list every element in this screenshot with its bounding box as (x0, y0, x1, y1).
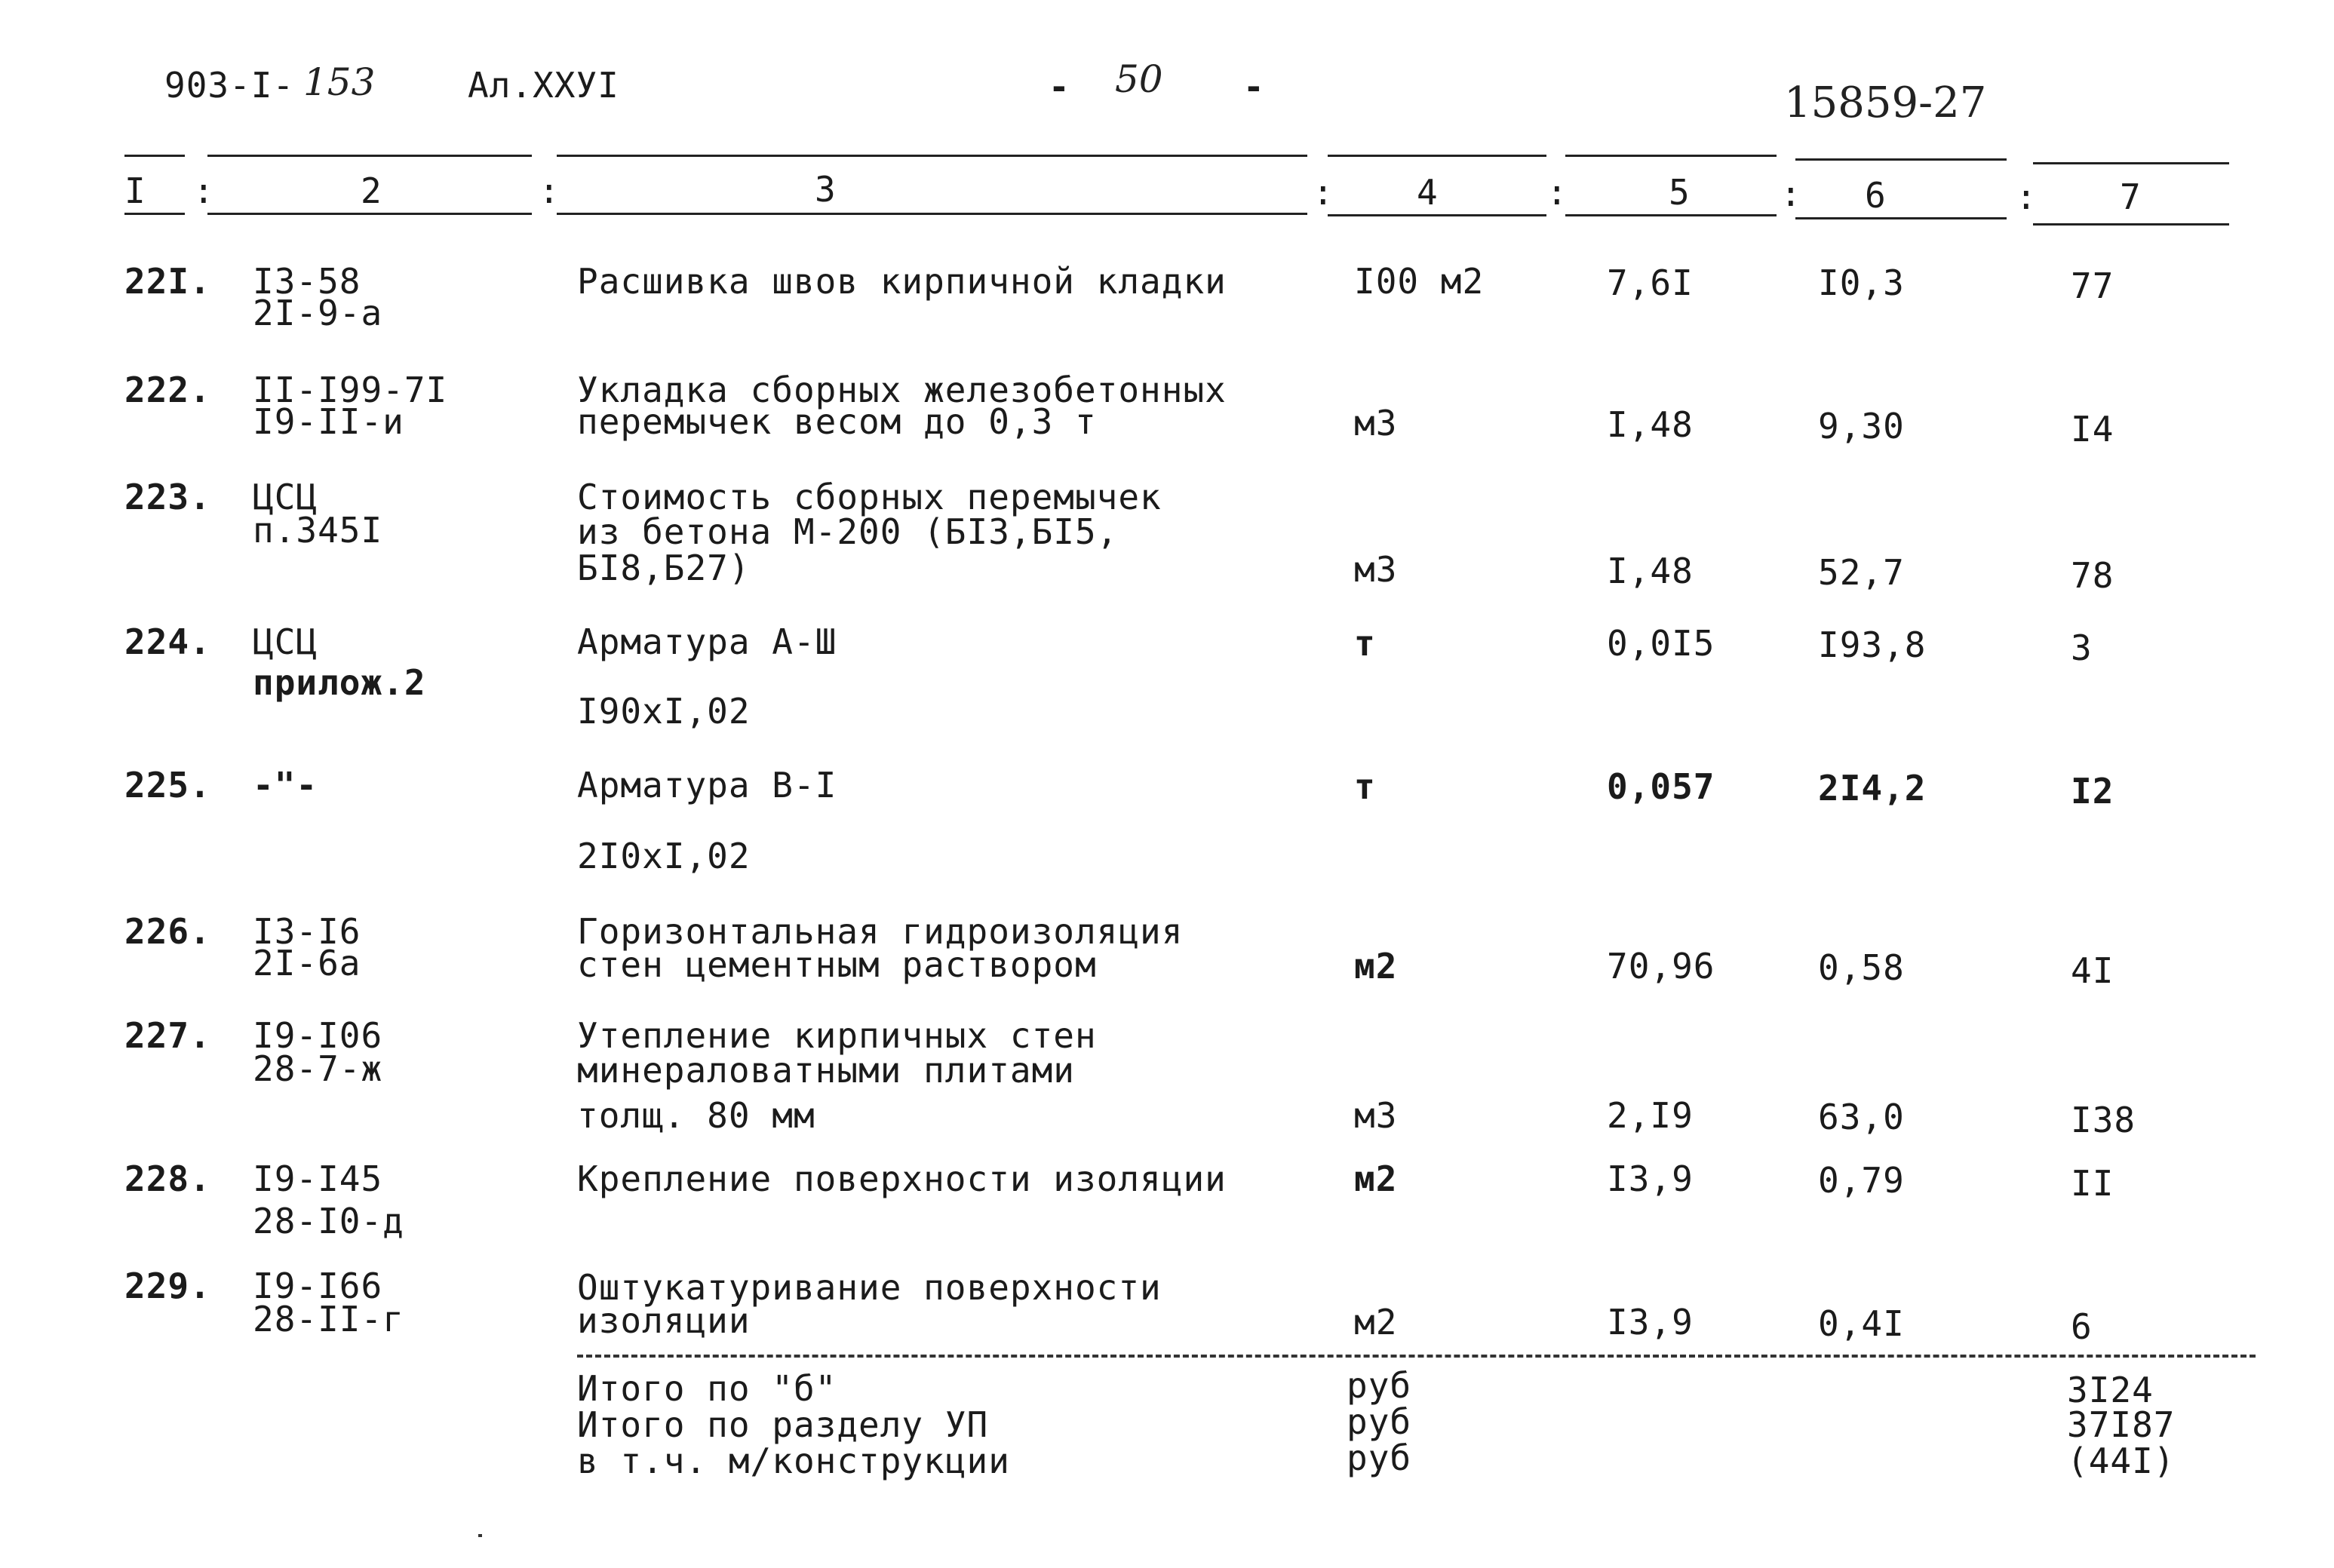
header-rule (557, 213, 1307, 215)
row-code-line: 2I-9-а (253, 293, 383, 333)
document-code: 903-I- (164, 65, 295, 106)
row-unit-price: I93,8 (1818, 624, 1927, 665)
row-total: I4 (2071, 409, 2114, 450)
total-value: 37I87 (2067, 1404, 2176, 1445)
row-number: 227. (124, 1015, 211, 1056)
header-rule (124, 155, 185, 157)
row-unit-price: 63,0 (1818, 1097, 1905, 1137)
row-number: 223. (124, 477, 211, 517)
row-description-line: Утепление кирпичных стен (577, 1015, 1097, 1056)
row-description-line: БI8,Б27) (577, 548, 751, 588)
row-description-line: стен цементным раствором (577, 944, 1097, 985)
row-unit-price: I0,3 (1818, 262, 1905, 303)
row-number: 228. (124, 1158, 211, 1199)
row-unit: м3 (1354, 403, 1398, 443)
row-code-line: ЦСЦ (253, 621, 318, 662)
total-unit: руб (1347, 1401, 1412, 1442)
column-header-4: 4 (1417, 172, 1438, 213)
row-number: 22I. (124, 261, 211, 302)
page-number: 50 (1115, 57, 1163, 101)
row-unit: м2 (1354, 1158, 1398, 1199)
row-unit-price: 0,4I (1818, 1303, 1905, 1344)
total-label: Итого по "б" (577, 1368, 837, 1409)
row-unit-price: 0,58 (1818, 947, 1905, 988)
row-total: 78 (2071, 555, 2114, 596)
column-header-7: 7 (2120, 176, 2141, 217)
header-rule (207, 155, 532, 157)
row-code-line: I9-I45 (253, 1158, 383, 1199)
row-description-line: из бетона М-200 (БI3,БI5, (577, 511, 1119, 552)
row-code-line: 28-I0-д (253, 1201, 404, 1241)
row-number: 226. (124, 911, 211, 952)
row-number: 225. (124, 765, 211, 805)
row-description-line: Крепление поверхности изоляции (577, 1158, 1227, 1199)
header-rule (1565, 214, 1777, 216)
row-unit-price: 9,30 (1818, 406, 1905, 446)
header-rule (2033, 223, 2229, 226)
row-code-line: -"- (253, 765, 318, 805)
row-quantity: 7,6I (1607, 262, 1694, 303)
row-total: II (2071, 1163, 2114, 1204)
page-dash-left: - (1049, 66, 1070, 107)
total-value: 3I24 (2067, 1370, 2154, 1410)
row-code-line: I3-I6 (253, 911, 361, 952)
header-rule (557, 155, 1307, 157)
row-code-line: I9-I66 (253, 1266, 383, 1306)
row-code-line: I9-I06 (253, 1015, 383, 1056)
row-code-line: I9-II-и (253, 401, 404, 442)
row-description-line: изоляции (577, 1300, 751, 1341)
row-code-line: 28-7-ж (253, 1048, 383, 1089)
row-description-line: толщ. 80 мм (577, 1095, 815, 1136)
row-code-line: ЦСЦ (253, 477, 318, 517)
page-dash-right: - (1243, 66, 1265, 107)
row-code-line: 2I-6а (253, 943, 361, 983)
column-header-6: 6 (1865, 175, 1886, 216)
row-calculation: I90хI,02 (577, 691, 751, 732)
row-code-line: п.345I (253, 510, 383, 551)
row-quantity: I,48 (1607, 404, 1694, 445)
column-header-5: 5 (1669, 172, 1690, 213)
scan-speck (478, 1534, 482, 1537)
column-separator: : (1780, 173, 1801, 214)
total-unit: руб (1347, 1438, 1412, 1478)
row-quantity: I,48 (1607, 551, 1694, 591)
total-label: в т.ч. м/конструкции (577, 1441, 1010, 1481)
column-separator: : (1313, 172, 1334, 213)
row-description-line: минераловатными плитами (577, 1050, 1075, 1091)
row-unit: I00 м2 (1354, 261, 1485, 302)
row-description-line: Арматура А-Ш (577, 621, 837, 662)
row-unit: т (1354, 766, 1376, 807)
header-rule (1328, 214, 1546, 216)
header-rule (1328, 155, 1546, 157)
row-total: 77 (2071, 265, 2114, 306)
total-label: Итого по разделу УП (577, 1404, 989, 1445)
row-unit-price: 52,7 (1818, 552, 1905, 593)
row-unit: м3 (1354, 549, 1398, 590)
header-rule (1795, 217, 2007, 219)
header-rule (124, 213, 185, 215)
row-quantity: I3,9 (1607, 1158, 1694, 1199)
row-code-line: I3-58 (253, 261, 361, 302)
total-value: (44I) (2067, 1441, 2176, 1481)
row-unit: м3 (1354, 1095, 1398, 1136)
row-total: I38 (2071, 1100, 2136, 1140)
column-separator: : (1546, 172, 1568, 213)
row-quantity: 70,96 (1607, 946, 1715, 987)
row-number: 229. (124, 1266, 211, 1306)
row-total: I2 (2071, 771, 2114, 812)
row-number: 222. (124, 370, 211, 410)
row-unit: м2 (1354, 946, 1398, 987)
row-quantity: 2,I9 (1607, 1095, 1694, 1136)
row-code-line: II-I99-7I (253, 370, 448, 410)
row-total: 4I (2071, 950, 2114, 991)
album-label: Ал.XXУI (468, 65, 619, 106)
row-unit: т (1354, 623, 1376, 664)
row-unit-price: 2I4,2 (1818, 768, 1927, 809)
column-header-2: 2 (361, 170, 382, 211)
row-description-line: Укладка сборных железобетонных (577, 370, 1227, 410)
column-header-3: 3 (815, 169, 836, 210)
row-quantity: 0,057 (1607, 766, 1715, 807)
row-description-line: Арматура В-I (577, 765, 837, 805)
column-separator: : (193, 170, 214, 211)
header-rule (1795, 158, 2007, 161)
header-rule (1565, 155, 1777, 157)
row-description-line: Расшивка швов кирпичной кладки (577, 261, 1227, 302)
row-description-line: Оштукатуривание поверхности (577, 1267, 1162, 1308)
totals-separator (577, 1355, 2256, 1358)
row-description-line: Горизонтальная гидроизоляция (577, 911, 1184, 952)
column-header-1: I (124, 170, 146, 211)
header-rule (2033, 162, 2229, 164)
row-code-line: прилож.2 (253, 662, 426, 703)
column-separator: : (2016, 176, 2037, 217)
row-number: 224. (124, 621, 211, 662)
row-calculation: 2I0хI,02 (577, 836, 751, 876)
header-rule (207, 213, 532, 215)
row-unit-price: 0,79 (1818, 1160, 1905, 1201)
row-total: 6 (2071, 1306, 2093, 1347)
row-quantity: I3,9 (1607, 1302, 1694, 1342)
column-separator: : (539, 170, 560, 211)
row-unit: м2 (1354, 1302, 1398, 1342)
row-code-line: 28-II-г (253, 1299, 404, 1339)
row-total: 3 (2071, 628, 2093, 668)
row-quantity: 0,0I5 (1607, 623, 1715, 664)
total-unit: руб (1347, 1365, 1412, 1406)
stamp-number: 15859-27 (1784, 78, 1987, 127)
row-description-line: Стоимость сборных перемычек (577, 477, 1162, 517)
row-description-line: перемычек весом до 0,3 т (577, 401, 1097, 442)
document-code-handwritten: 153 (303, 60, 376, 104)
